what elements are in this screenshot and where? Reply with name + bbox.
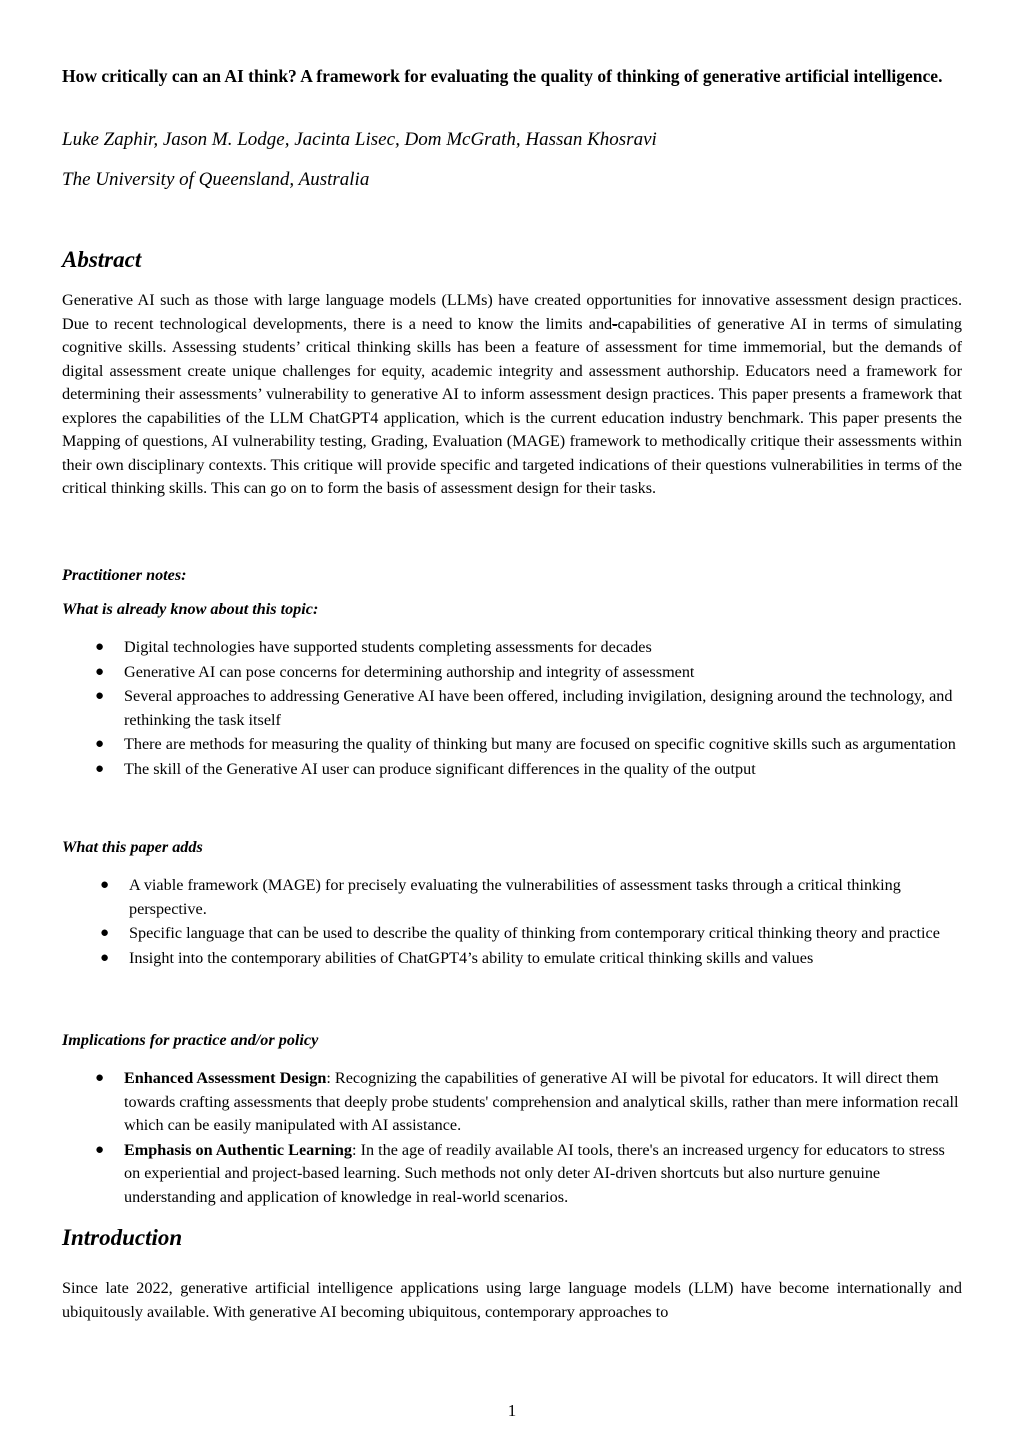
implications-list — [95, 1067, 964, 1210]
list-item-text: Several approaches to addressing Generative AI have been offered, including invigilation, designing around the technology, and rethinking the task itself — [124, 687, 953, 729]
list-item — [100, 947, 949, 971]
list-item — [95, 733, 969, 757]
implications-heading: Implications for practice and/or policy — [62, 1031, 319, 1049]
abstract-text — [62, 289, 962, 501]
list-item-text: Insight into the contemporary abilities of ChatGPT4’s ability to emulate critical thinking skills and values — [129, 948, 814, 967]
bullet-icon: ● — [100, 925, 110, 941]
bullet-icon: ● — [95, 663, 105, 680]
list-item — [95, 1067, 964, 1138]
list-item-text: The skill of the Generative AI user can produce significant differences in the quality of the output — [124, 759, 756, 778]
introduction-text: Since late 2022, generative artificial intelligence applications using large language models (LLM) have become internationally and ubiquitously available. With generative AI becoming ubiquitous, contemporary approaches to — [62, 1279, 962, 1321]
list-item — [95, 685, 969, 732]
list-item-text: Specific language that can be used to describe the quality of thinking from contemporary critical thinking theory and practice — [129, 924, 940, 942]
practitioner-notes-heading: Practitioner notes: — [62, 566, 187, 584]
bullet-icon: ● — [95, 1141, 105, 1158]
list-item — [95, 758, 969, 782]
list-item-text: Generative AI can pose concerns for determining authorship and integrity of assessment — [124, 662, 695, 681]
list-item — [95, 661, 969, 685]
abstract-heading: Abstract — [62, 247, 142, 272]
paper-title: How critically can an AI think? A framework for evaluating the quality of thinking of generative artificial intelligence. — [62, 66, 943, 86]
introduction-heading: Introduction — [62, 1225, 183, 1250]
bullet-icon: ● — [100, 877, 110, 893]
page-number: 1 — [507, 1401, 517, 1420]
list-item-text: : Recognizing the capabilities of generative AI will be pivotal for educators. It will direct them towards crafting assessments that deeply probe students' comprehension and analytical skills, rather than mere information recall which can be easily manipulated with AI assistance. — [124, 1069, 959, 1134]
bullet-icon: ● — [95, 639, 105, 655]
bullet-icon: ● — [95, 736, 105, 752]
affiliation: The University of Queensland, Australia — [62, 169, 370, 190]
list-item — [100, 922, 949, 946]
already-known-list — [95, 636, 969, 782]
abstract-struck-dash: - — [612, 314, 618, 333]
abstract-text-part2: capabilities of generative AI in terms of simulating cognitive skills. Assessing students’ critical thinking skills has been a feature of assessment for time immemorial, but the demands of digital assessment create unique challenges for equity, academic integrity and assessment authorship. Educators need a framework for determining their assessments’ vulnerability to generative AI to inform assessment design practices. This paper presents a framework that explores the capabilities of the LLM ChatGPT4 application, which is the current education industry benchmark. This paper presents the Mapping of questions, AI vulnerability testing, Grading, Evaluation (MAGE) framework to methodically critique their assessments within their own disciplinary contexts. This critique will provide specific and targeted indications of their questions vulnerabilities in terms of the critical thinking skills. This can go on to form the basis of assessment design for their tasks. — [62, 314, 962, 497]
paper-adds-heading: What this paper adds — [62, 838, 203, 856]
bullet-icon: ● — [100, 949, 110, 966]
list-item-text: There are methods for measuring the quality of thinking but many are focused on specific cognitive skills such as argumentation — [124, 735, 956, 753]
list-item — [100, 874, 949, 921]
list-item — [95, 636, 969, 660]
list-item-text: Digital technologies have supported students completing assessments for decades — [124, 638, 652, 656]
bullet-icon: ● — [95, 1070, 105, 1086]
list-item-text: : In the age of readily available AI tools, there's an increased urgency for educators to stress on experiential and project-based learning. Such methods not only deter AI-driven shortcuts but also nurture genuine understanding and application of knowledge in real-world scenarios. — [124, 1140, 945, 1206]
list-item-text: A viable framework (MAGE) for precisely evaluating the vulnerabilities of assessment tasks through a critical thinking perspective. — [129, 876, 901, 918]
list-item — [95, 1139, 964, 1210]
bullet-icon: ● — [95, 688, 105, 704]
already-known-heading: What is already know about this topic: — [62, 600, 319, 618]
bullet-icon: ● — [95, 760, 105, 777]
paper-adds-list — [100, 874, 949, 971]
author-list: Luke Zaphir, Jason M. Lodge, Jacinta Lisec, Dom McGrath, Hassan Khosravi — [62, 129, 657, 150]
list-item-bold: Emphasis on Authentic Learning — [124, 1140, 353, 1159]
list-item-bold: Enhanced Assessment Design — [124, 1069, 327, 1087]
abstract-text-part1: Generative AI such as those with large language models (LLMs) have created opportunities for innovative assessment design practices. Due to recent technological developments, there is a need to know the limits and — [62, 291, 962, 333]
